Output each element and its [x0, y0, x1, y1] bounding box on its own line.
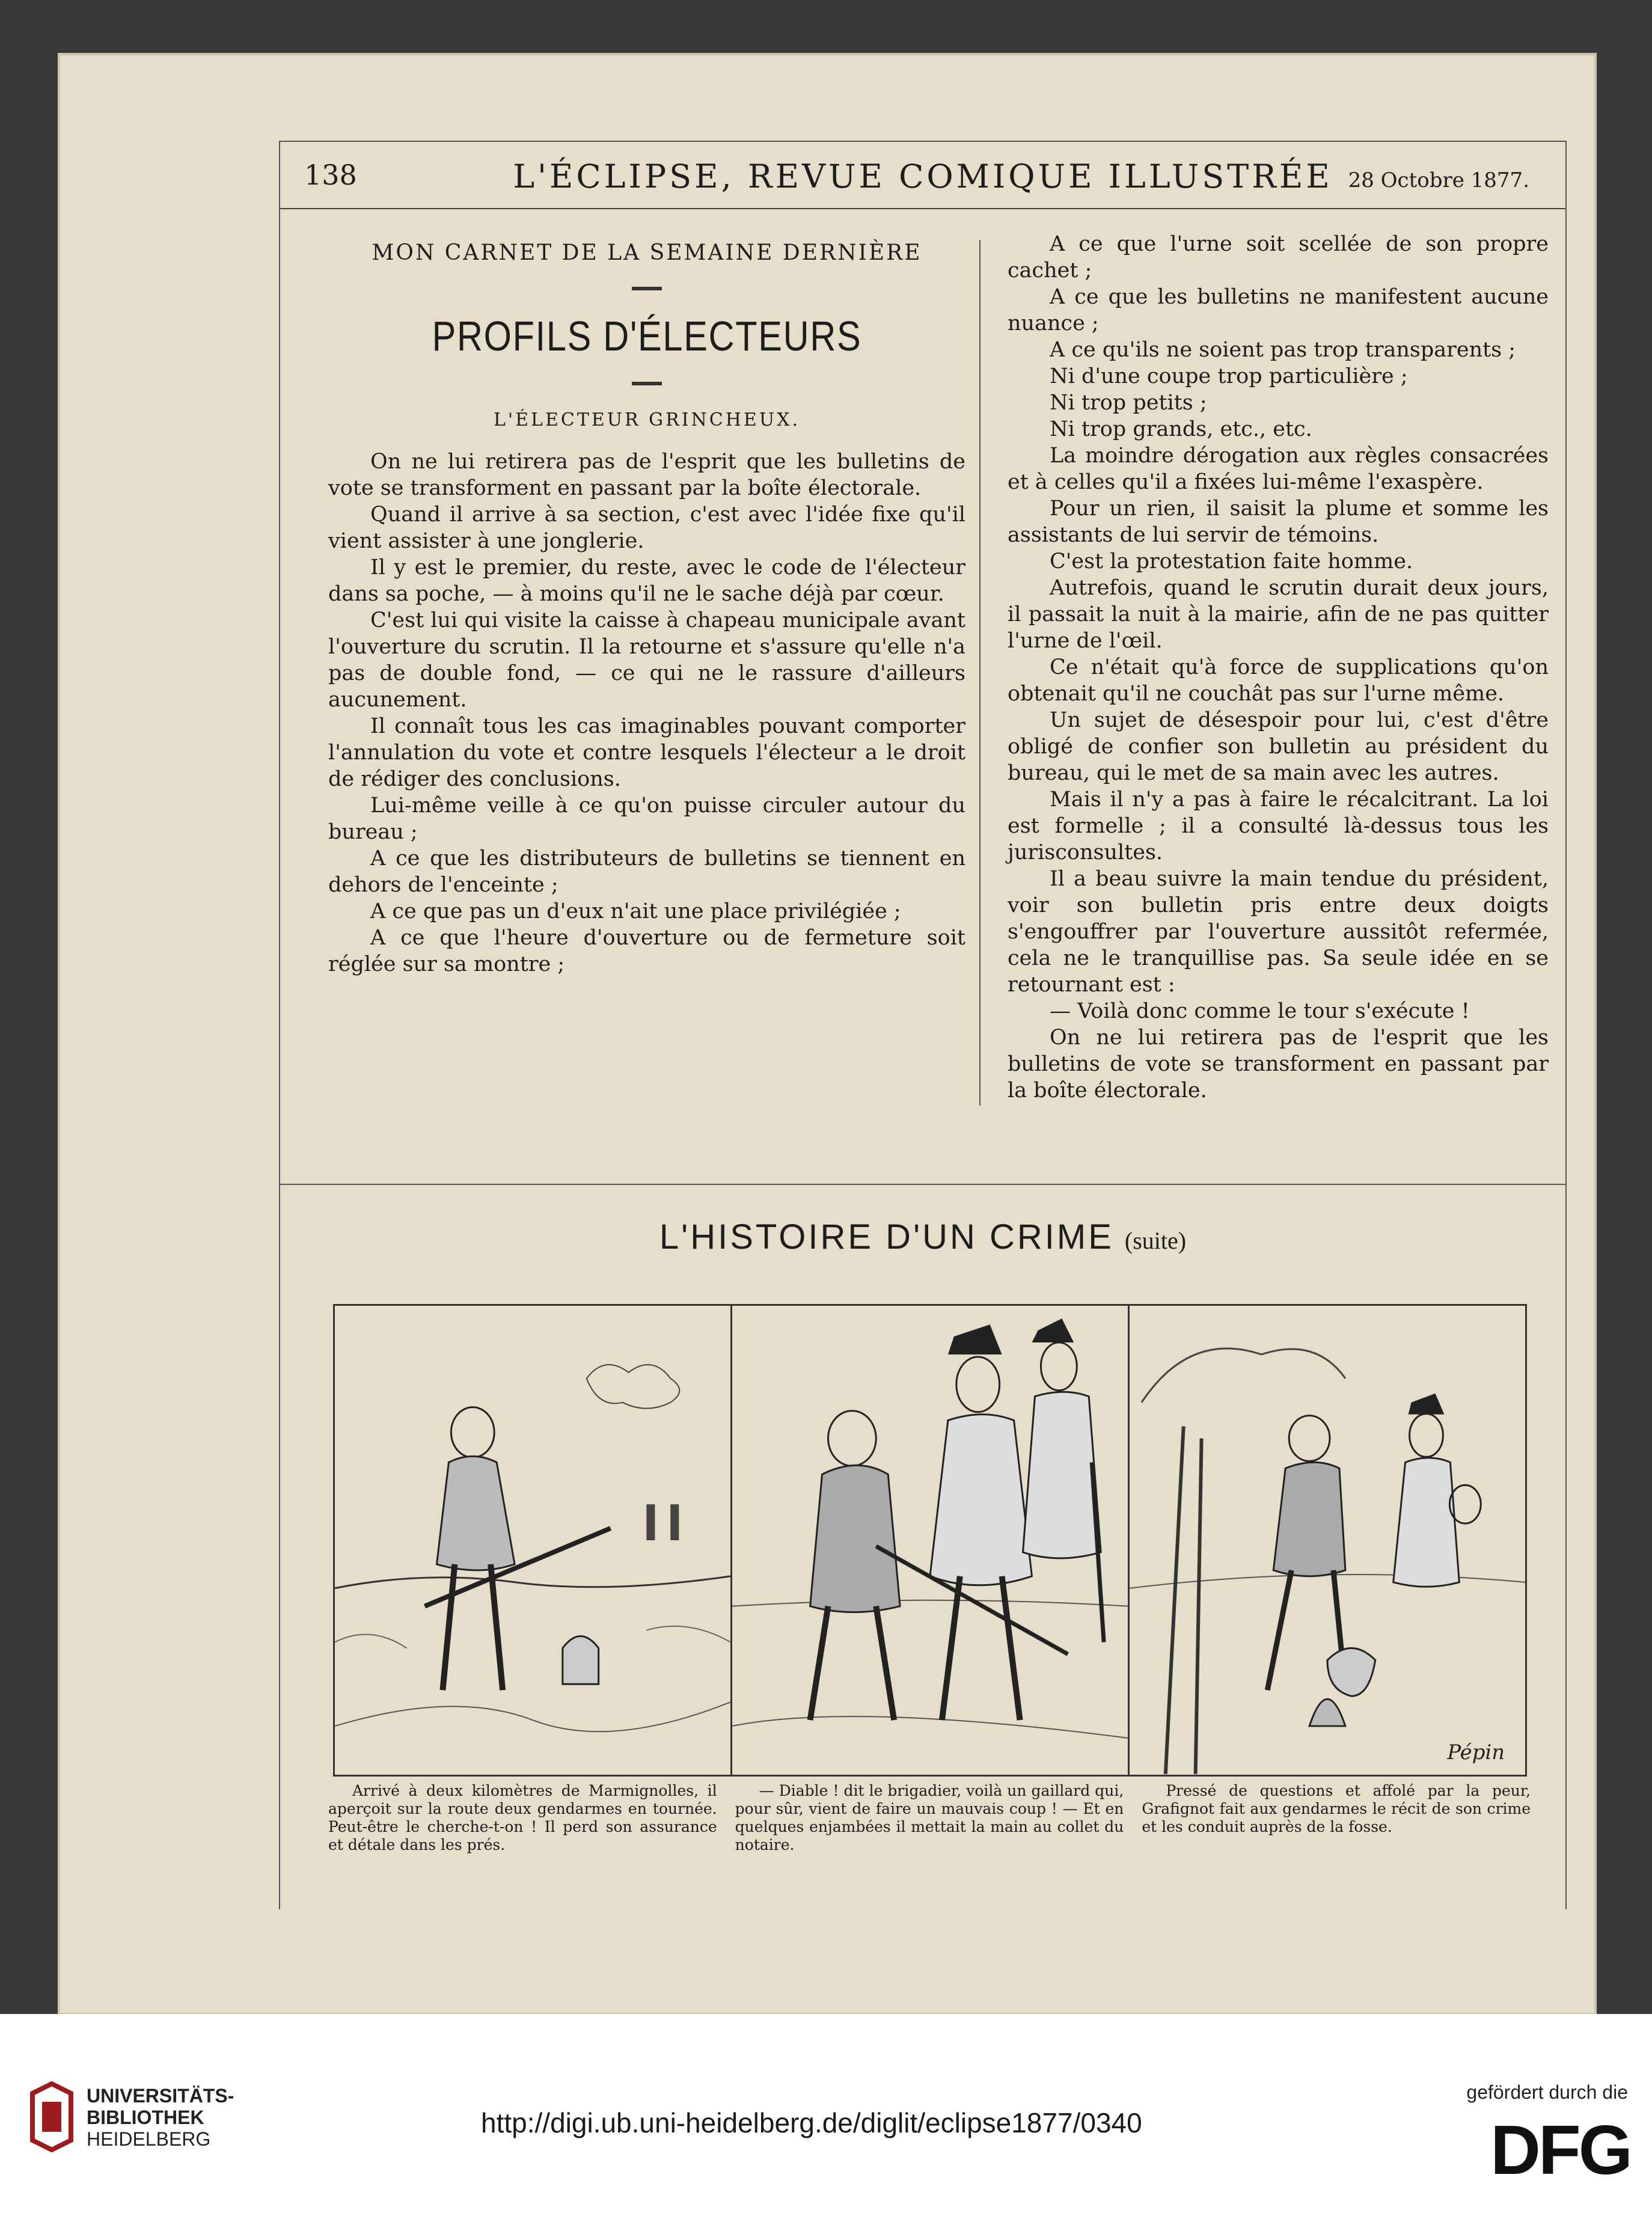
library-logo-icon [26, 2081, 77, 2152]
cartoon-title-text: L'HISTOIRE D'UN CRIME [659, 1217, 1114, 1256]
permalink-url[interactable]: http://digi.ub.uni-heidelberg.de/diglit/eclipse1877/0340 [481, 2107, 1142, 2138]
paragraph: A ce qu'ils ne soient pas trop transparents ; [1050, 338, 1516, 362]
illustration-fleeing-man [335, 1306, 730, 1775]
issue-date: 28 Octobre 1877. [1348, 168, 1529, 192]
paragraph: A ce que l'heure d'ouverture ou de fermeture soit réglée sur sa montre ; [328, 926, 965, 976]
paragraph: A ce que pas un d'eux n'ait une place privilégiée ; [370, 899, 901, 923]
divider-dash [632, 287, 662, 290]
paragraph: Ni trop grands, etc., etc. [1050, 417, 1312, 441]
article-left-column [328, 231, 965, 978]
paragraph: La moindre dérogation aux règles consacrées et à celles qu'il a fixées lui-même l'exaspère. [1008, 444, 1549, 494]
paragraph: Ni d'une coupe trop particulière ; [1050, 364, 1408, 388]
article-title: PROFILS D'ÉLECTEURS [432, 313, 862, 360]
paragraph: Quand il arrive à sa section, c'est avec l'idée fixe qu'il vient assister à une jonglerie. [328, 503, 965, 553]
paragraph: Lui-même veille à ce qu'on puisse circuler autour du bureau ; [328, 794, 965, 844]
page-number: 138 [304, 159, 357, 191]
caption-panel-2: — Diable ! dit le brigadier, voilà un gaillard qui, pour sûr, vient de faire un mauvais coup ! — Et en quelques enjambées il mettait la main au collet du notaire. [735, 1782, 1124, 1853]
running-header [280, 141, 1565, 209]
paragraph: C'est lui qui visite la caisse à chapeau municipale avant l'ouverture du scrutin. Il la retourne et s'assure qu'elle n'a pas de double fond, — ce qui ne le rassure d'ailleurs aucunement. [328, 608, 965, 712]
cartoon-captions [328, 1782, 1531, 1854]
page-frame [279, 141, 1567, 1909]
paragraph: Autrefois, quand le scrutin durait deux jours, il passait la nuit à la mairie, afin de ne pas quitter l'urne de l'œil. [1008, 576, 1549, 653]
funded-by-text: gefördert durch die [1466, 2081, 1628, 2103]
paragraph: Un sujet de désespoir pour lui, c'est d'être obligé de confier son bulletin au président du bureau, qui le met de sa main avec les autres. [1008, 708, 1549, 785]
library-name [87, 2085, 234, 2150]
paragraph: On ne lui retirera pas de l'esprit que les bulletins de vote se transforment en passant par la boîte électorale. [328, 450, 965, 500]
section-rule [280, 1184, 1565, 1185]
paragraph: Il y est le premier, du reste, avec le code de l'électeur dans sa poche, — à moins qu'il ne le sache déjà par cœur. [328, 556, 965, 606]
paragraph: A ce que les distributeurs de bulletins se tiennent en dehors de l'enceinte ; [328, 846, 965, 897]
library-name-line2: BIBLIOTHEK [87, 2107, 204, 2128]
paragraph: — Voilà donc comme le tour s'exécute ! [1050, 999, 1470, 1023]
cartoon-strip [333, 1304, 1527, 1777]
cartoon-title [280, 1217, 1565, 1257]
caption-panel-1: Arrivé à deux kilomètres de Marmignolles, il aperçoit sur la route deux gendarmes en tournée. Peut-être le cherche-t-on ! Il perd son assurance et détale dans les prés. [328, 1782, 717, 1853]
paragraph: A ce que l'urne soit scellée de son propre cachet ; [1008, 232, 1549, 283]
paragraph: On ne lui retirera pas de l'esprit que les bulletins de vote se transforment en passant par la boîte électorale. [1008, 1026, 1549, 1103]
caption-panel-3: Pressé de questions et affolé par la peur, Grafignot fait aux gendarmes le récit de son crime et les conduit auprès de la fosse. [1142, 1782, 1531, 1835]
dfg-logo: DFG [1490, 2111, 1630, 2189]
library-footer [0, 2014, 1652, 2216]
article-kicker: MON CARNET DE LA SEMAINE DERNIÈRE [372, 240, 922, 265]
library-name-line1: UNIVERSITÄTS- [87, 2085, 234, 2107]
cartoon-panel-2 [730, 1306, 1128, 1775]
illustration-confession [1130, 1306, 1525, 1775]
cartoon-panel-1 [335, 1306, 730, 1775]
scanned-page [58, 53, 1597, 2015]
paragraph: Ni trop petits ; [1050, 391, 1207, 415]
article-right-column [1008, 231, 1549, 1104]
paragraph: Il connaît tous les cas imaginables pouvant comporter l'annulation du vote et contre lesquels l'électeur a le droit de rédiger des conclusions. [328, 714, 965, 791]
paragraph: C'est la protestation faite homme. [1050, 549, 1413, 574]
paragraph: A ce que les bulletins ne manifestent aucune nuance ; [1008, 285, 1549, 335]
library-name-line3: HEIDELBERG [87, 2128, 211, 2150]
artist-signature: Pépin [1447, 1740, 1505, 1764]
paragraph: Pour un rien, il saisit la plume et somme les assistants de lui servir de témoins. [1008, 497, 1549, 547]
journal-title: L'ÉCLIPSE, REVUE COMIQUE ILLUSTRÉE [513, 158, 1333, 195]
paragraph: Il a beau suivre la main tendue du président, voir son bulletin pris entre deux doigts s'engouffrer par l'ouverture aussitôt refermée, cela ne le tranquillise pas. Sa seule idée en se retournant est : [1008, 867, 1549, 997]
paragraph: Mais il n'y a pas à faire le récalcitrant. La loi est formelle ; il a consulté là-dessus tous les jurisconsultes. [1008, 788, 1549, 865]
illustration-arrest [732, 1306, 1128, 1775]
article-subtitle: L'ÉLECTEUR GRINCHEUX. [493, 409, 800, 430]
cartoon-title-suffix: (suite) [1124, 1227, 1187, 1254]
cartoon-panel-3 [1128, 1306, 1525, 1775]
divider-dash [632, 382, 662, 385]
paragraph: Ce n'était qu'à force de supplications qu'on obtenait qu'il ne couchât pas sur l'urne même. [1008, 655, 1549, 706]
column-separator [979, 240, 980, 1106]
